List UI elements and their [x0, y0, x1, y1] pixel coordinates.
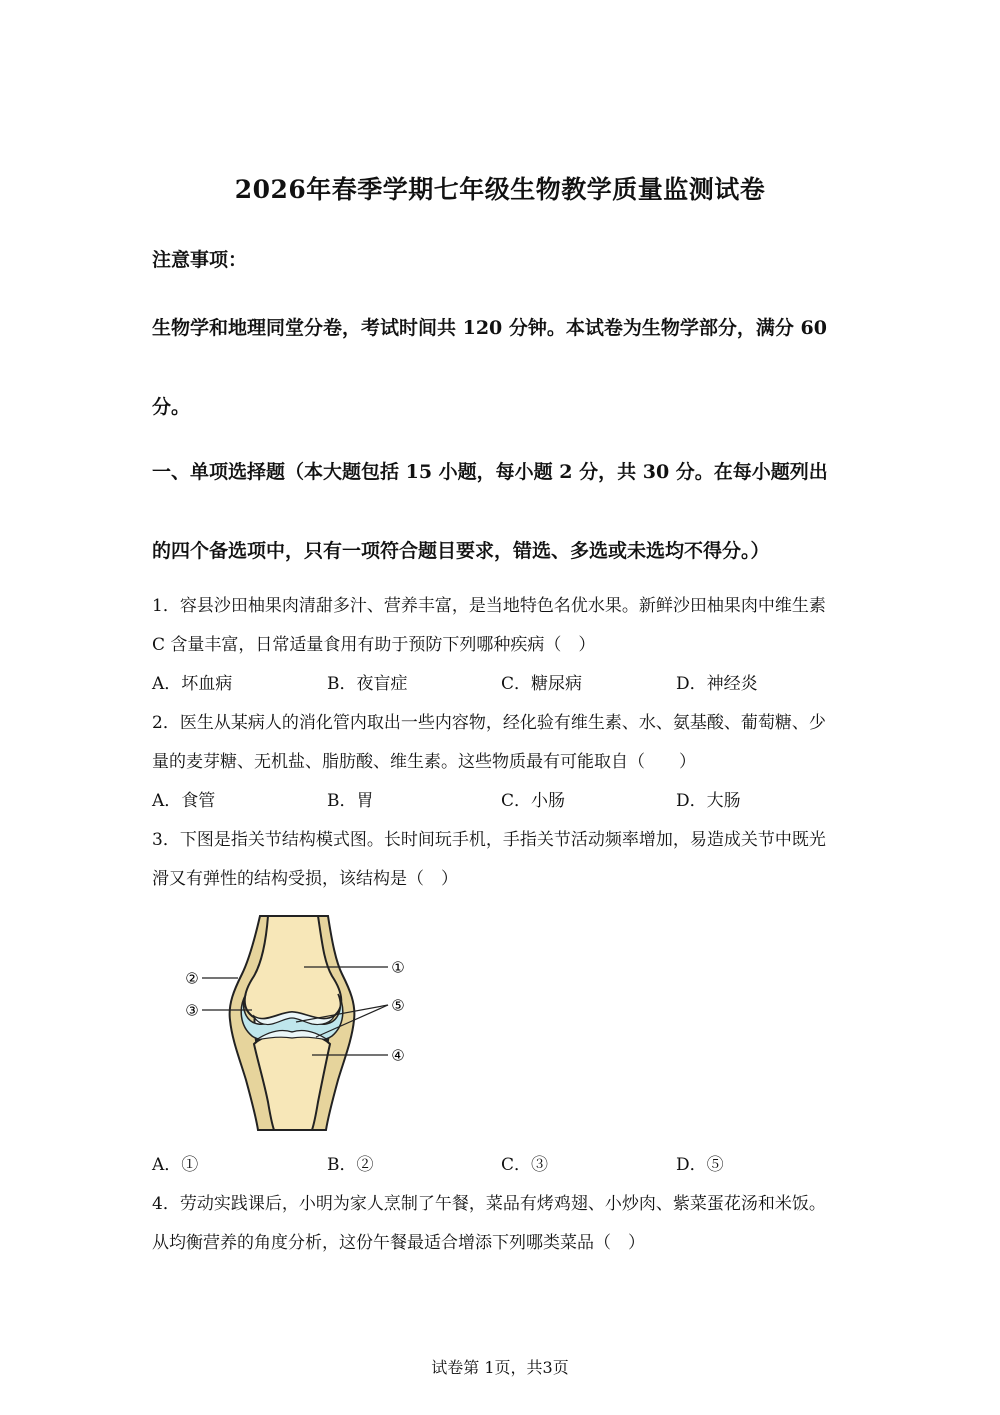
question-2-line-2: 量的麦芽糖、无机盐、脂肪酸、维生素。这些物质最有可能取自（ ） [152, 752, 696, 772]
svg-text:⑤: ⑤ [391, 996, 405, 1015]
exam-title: 2026年春季学期七年级生物教学质量监测试卷 [234, 175, 766, 204]
question-2-option-d: D．大肠 [676, 791, 741, 811]
question-1-option-b: B．夜盲症 [327, 674, 408, 694]
svg-text:②: ② [185, 969, 199, 988]
svg-text:④: ④ [391, 1046, 405, 1065]
question-1-line-2: C 含量丰富，日常适量食用有助于预防下列哪种疾病（ ） [152, 635, 596, 655]
question-2-line-1: 2．医生从某病人的消化管内取出一些内容物，经化验有维生素、水、氨基酸、葡萄糖、少 [152, 713, 826, 733]
notice-line-1: 生物学和地理同堂分卷，考试时间共 120 分钟。本试卷为生物学部分，满分 60 [152, 317, 827, 339]
label-4 [390, 1047, 406, 1065]
notice-heading: 注意事项： [152, 249, 248, 271]
section-heading-line-2: 的四个备选项中，只有一项符合题目要求，错选、多选或未选均不得分。） [152, 540, 770, 562]
question-1-option-a: A．坏血病 [152, 674, 233, 694]
svg-text:③: ③ [185, 1001, 199, 1020]
question-2-option-c: C．小肠 [501, 791, 566, 811]
question-4-line-1: 4．劳动实践课后，小明为家人烹制了午餐，菜品有烤鸡翅、小炒肉、紫菜蛋花汤和米饭。 [152, 1194, 826, 1214]
notice-line-2: 分。 [152, 396, 191, 418]
label-3 [184, 1002, 200, 1020]
question-2-option-a: A．食管 [152, 791, 216, 811]
question-3-line-1: 3．下图是指关节结构模式图。长时间玩手机，手指关节活动频率增加，易造成关节中既光 [152, 830, 826, 850]
joint-structure-diagram [176, 912, 416, 1134]
label-2 [184, 970, 200, 988]
page-footer: 试卷第 1页，共3页 [431, 1358, 569, 1377]
label-5 [390, 997, 406, 1015]
svg-text:①: ① [391, 958, 405, 977]
label-1 [390, 959, 406, 977]
question-2-option-b: B．胃 [327, 791, 374, 811]
question-1-option-c: C．糖尿病 [501, 674, 583, 694]
question-3-option-a: A．① [152, 1155, 199, 1175]
question-3-option-c: C．③ [501, 1155, 549, 1175]
question-3-option-b: B．② [327, 1155, 374, 1175]
question-1-line-1: 1．容县沙田柚果肉清甜多汁、营养丰富，是当地特色名优水果。新鲜沙田柚果肉中维生素 [152, 596, 826, 616]
question-3-line-2: 滑又有弹性的结构受损，该结构是（ ） [152, 869, 458, 889]
question-1-option-d: D．神经炎 [676, 674, 758, 694]
question-3-option-d: D．⑤ [676, 1155, 724, 1175]
question-4-line-2: 从均衡营养的角度分析，这份午餐最适合增添下列哪类菜品（ ） [152, 1233, 645, 1253]
section-heading-line-1: 一、单项选择题（本大题包括 15 小题，每小题 2 分，共 30 分。在每小题列出 [152, 461, 828, 483]
